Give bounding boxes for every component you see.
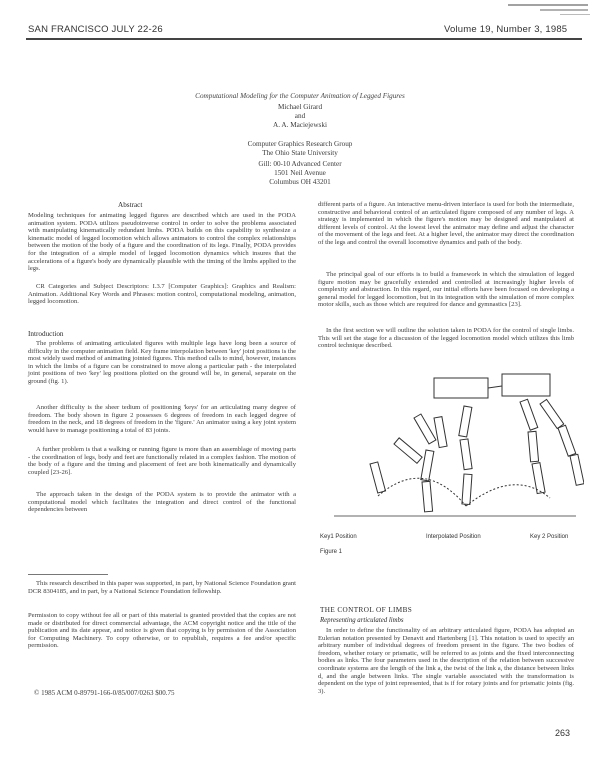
right-paragraph: In the first section we will outline the solution taken in PODA for the control of single limbs. This will set the stage for a discussion of the legged locomotion model which utilizes this limb control technique described. bbox=[318, 327, 574, 350]
intro-heading: Introduction bbox=[28, 330, 64, 338]
limb-segment bbox=[421, 450, 434, 481]
intro-paragraph: Another difficulty is the sheer tedium of positioning 'keys' for an articulating many degree of freedom. The body shown in figure 2 possesses 6 degrees of freedom in each legged degree of freedom in the neck, and 18 degrees of freedom in the 'figure.' An animator using a key joint system would have to manage positioning a total of 83 joints. bbox=[28, 404, 296, 434]
body-link bbox=[488, 386, 502, 388]
limb-segment bbox=[570, 454, 584, 485]
author-2: A. A. Maciejewski bbox=[273, 121, 327, 129]
header-rule bbox=[26, 38, 582, 40]
affiliation-line: Computer Graphics Research Group bbox=[247, 140, 353, 148]
figure-label-interpolated: Interpolated Position bbox=[426, 534, 481, 540]
limb-segment bbox=[520, 399, 538, 430]
running-header-left: SAN FRANCISCO JULY 22-26 bbox=[28, 24, 163, 35]
intro-paragraph: The problems of animating articulated figures with multiple legs have long been a source of difficulty in the computer animation field. Key frame interpolation between 'key' joint positions is the most widely used method of animating jointed figures. This method calls to mind, however, instances in which the limbs of a figure can be constrained to move along a particular path - the interpolated joint positions of two 'key' leg positions plotted on the ground will be, in general, separate on the ground (fig. 1). bbox=[28, 340, 296, 385]
footnote: This research described in this paper was supported, in part, by National Science Foundation grant DCR 8304185, and in part, by a National Science Foundation fellowship. bbox=[28, 580, 296, 595]
paper-title: Computational Modeling for the Computer Animation of Legged Figures bbox=[195, 92, 405, 100]
figure-caption: Figure 1 bbox=[320, 549, 343, 555]
limb-segment bbox=[528, 431, 539, 462]
limb-segment bbox=[460, 439, 472, 470]
running-header-right: Volume 19, Number 3, 1985 bbox=[444, 24, 568, 35]
abstract-body: Modeling techniques for animating legged figures are described which are used in the PODA animation system. PODA utilizes pseudoinverse control in order to solve the problems associated with manipulating kinematically redundant limbs. PODA builds on this capability to synthesize a kinematic model of legged locomotion which allows animators to control the complex relationships between the motion of the body of a figure and the coordination of its legs. Finally, PODA provides for the integration of a simple model of legged locomotion dynamics which insures that the accelerations of a figure's body are dynamically plausible with the timing of the limbs applied to the legs. bbox=[28, 212, 296, 273]
limb-segment bbox=[459, 406, 472, 437]
body-box bbox=[434, 378, 488, 398]
footnote-rule bbox=[28, 574, 108, 575]
figure-1-illustration bbox=[314, 356, 584, 546]
intro-paragraph: A further problem is that a walking or running figure is more than an assemblage of moving parts - the coordination of legs, body and feet are functionally related in a complex fashion. The motion of the body of a figure and the timing and placement of feet are both kinematically and dynamically coupled [23-26]. bbox=[28, 446, 296, 476]
cr-categories: CR Categories and Subject Descriptors: I.3.7 [Computer Graphics]: Graphics and Realism: Animation. Additional Key Words and Phrases: motion control, computational modeling, animation, legged locomotion. bbox=[28, 283, 296, 306]
limb-segment bbox=[532, 463, 545, 494]
limb-segment bbox=[414, 414, 436, 444]
motion-path bbox=[466, 485, 550, 506]
limb-segment bbox=[558, 425, 576, 456]
author-1: Michael Girard bbox=[277, 103, 323, 111]
right-paragraph: different parts of a figure. An interactive menu-driven interface is used for both the intermediate, constructive and behavioral control of an articulated figure composed of any number of legs. A strategy is implemented in which the figure's motion may be designed and manipulated at different levels of control. At the lowest level the animator may define and adjust the character of the movement of the legs and feet. At a higher level, the animator may direct the coordination of the legs and control the overall locomotive dynamics and path of the body. bbox=[318, 201, 574, 246]
abstract-heading: Abstract bbox=[118, 201, 143, 209]
affiliation-line: Columbus OH 43201 bbox=[269, 178, 331, 186]
section-heading: THE CONTROL OF LIMBS bbox=[320, 606, 413, 614]
body-box bbox=[502, 374, 550, 396]
scan-noise bbox=[508, 4, 588, 6]
affiliation-line: 1501 Neil Avenue bbox=[274, 169, 326, 177]
page-number: 263 bbox=[555, 728, 571, 738]
limb-segment bbox=[370, 462, 385, 493]
scan-noise bbox=[560, 14, 590, 15]
intro-paragraph: The approach taken in the design of the PODA system is to provide the animator with a computational model which facilitates the integration and direct control of the functional dependencies between bbox=[28, 491, 296, 514]
copyright-line: © 1985 ACM 0-89791-166-0/85/007/0263 $00.75 bbox=[34, 689, 175, 697]
figure-label-key2: Key 2 Position bbox=[530, 534, 569, 540]
limb-segment bbox=[394, 438, 422, 463]
affiliation-line: Gill: 00-10 Advanced Center bbox=[258, 160, 342, 168]
scan-noise bbox=[540, 9, 588, 11]
permission-notice: Permission to copy without fee all or part of this material is granted provided that the copies are not made or distributed for direct commercial advantage, the ACM copyright notice and the title of the publication and its date appear, and notice is given that copying is by permission of the Association for Computing Machinery. To copy otherwise, or to republish, requires a fee and/or specific permission. bbox=[28, 612, 296, 650]
right-paragraph: The principal goal of our efforts is to build a framework in which the simulation of legged figure motion may be gracefully extended and controlled at increasingly higher levels of complexity and abstraction. In this regard, our initial efforts have been focused on developing a general model for legged locomotion, but in its integration with the simulation of more complex motor skills, such as those which are required for dance and gymnastics [23]. bbox=[318, 271, 574, 309]
limb-segment bbox=[422, 481, 433, 512]
limb-segment bbox=[462, 474, 472, 504]
limb-segment bbox=[434, 417, 447, 448]
right-paragraph: In order to define the functionality of an arbitrary articulated figure, PODA has adopted an Eulerian notation presented by Denavit and Hartenberg [1]. This notation is used to specify an arbitrary number of individual degrees of freedom present in the figure. The two bodies of freedom, whether rotary or prismatic, will be referred to as joints and the fixed interconnecting bodies as links. The four parameters used in the description of the relation between successive coordinate systems are the length of the link a, the twist of the link a, the distance between links d, and the angle between links. The single variable associated with the transformation is dependent on the type of joint represented, that is if for rotary joints and for prismatic joints (fig. 3). bbox=[318, 627, 574, 695]
limb-segment bbox=[540, 399, 564, 428]
figure-label-key1: Key1 Position bbox=[320, 534, 357, 540]
author-and: and bbox=[294, 112, 306, 120]
affiliation-line: The Ohio State University bbox=[262, 149, 338, 157]
subsection-heading: Representing articulated limbs bbox=[320, 617, 404, 624]
